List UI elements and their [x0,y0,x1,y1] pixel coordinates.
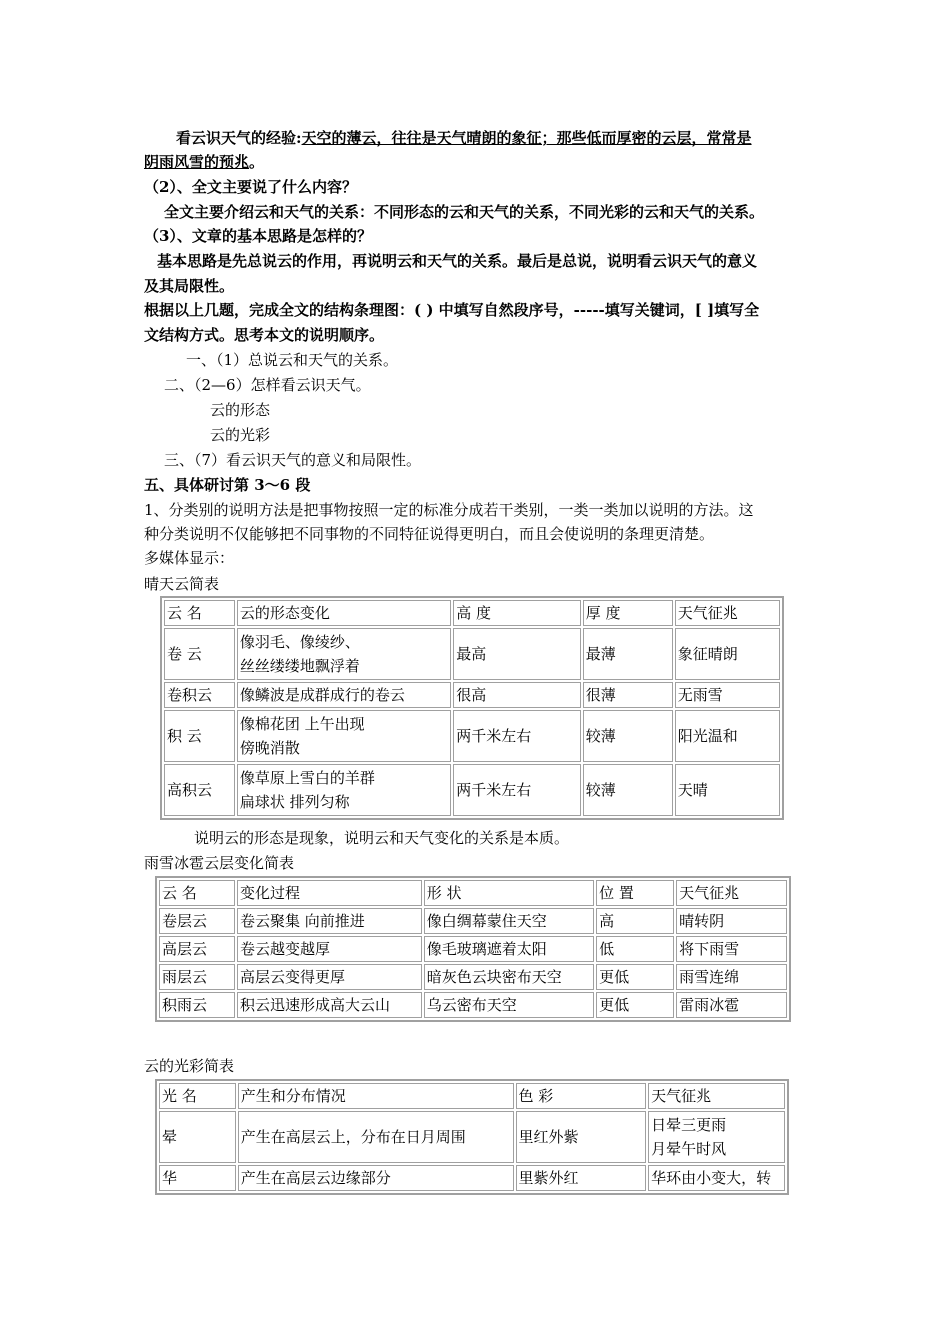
table-cell [237,628,451,680]
cell-line: 月晕午时风 [651,1140,727,1158]
table-cell: 积雨云 [159,992,235,1018]
header-cell: 光 名 [159,1083,236,1109]
header-cell: 厚 度 [583,600,673,626]
intro-underlined-2: 阴雨风雪的预兆 [144,153,250,171]
intro-underlined: 天空的薄云，往往是天气晴朗的象征；那些低而厚密的云层，常常是 [301,129,752,147]
table-cell: 阳光温和 [675,710,780,762]
question-2: （2）、全文主要说了什么内容？ [144,178,357,196]
intro-paragraph [176,126,752,150]
method-line-2: 种分类说明不仅能够把不同事物的不同特征说得更明白，而且会使说明的条理更清楚。 [144,525,715,543]
table-cell: 像白绸幕蒙住天空 [424,908,594,934]
table-cell: 较薄 [583,764,673,816]
table-header-row [159,1083,785,1109]
table-cell: 雨层云 [159,964,235,990]
table-cell: 华环由小变大，转 [648,1165,785,1191]
table-cell: 更低 [596,964,674,990]
table-cell: 积云迅速形成高大云山 [237,992,422,1018]
table-cell: 两千米左右 [453,764,580,816]
table-cell: 雷雨冰雹 [676,992,787,1018]
header-cell: 云 名 [159,880,235,906]
outline-item-1: 一、（1）总说云和天气的关系。 [186,351,399,369]
cell-line: 像草原上雪白的羊群 [239,769,375,787]
table-cell: 天晴 [675,764,780,816]
table-cell: 华 [159,1165,236,1191]
table-row [164,682,780,708]
answer-2: 全文主要介绍云和天气的关系：不同形态的云和天气的关系，不同光彩的云和天气的关系。 [164,203,765,221]
table-row [159,1111,785,1163]
table-cell: 低 [596,936,674,962]
table-cell: 暗灰色云块密布天空 [424,964,594,990]
table-cell: 高层云变得更厚 [237,964,422,990]
outline-item-3: 三、（7）看云识天气的意义和局限性。 [164,451,422,469]
cloud-luster-table [155,1079,789,1195]
table-row [159,936,787,962]
intro-paragraph-cont [144,150,264,174]
table-cell: 卷云越变越厚 [237,936,422,962]
intro-lead: 看云识天气的经验: [176,129,302,147]
table-cell: 最薄 [583,628,673,680]
table-cell: 象征晴朗 [675,628,780,680]
table-cell: 里红外紫 [516,1111,647,1163]
header-cell: 天气征兆 [648,1083,785,1109]
table-cell: 卷 云 [164,628,235,680]
table1-title: 晴天云简表 [144,575,220,593]
header-cell: 天气征兆 [675,600,780,626]
table-cell: 卷云聚集 向前推进 [237,908,422,934]
table-cell: 高层云 [159,936,235,962]
table-cell: 积 云 [164,710,235,762]
table-header-row [159,880,787,906]
outline-sub-a: 云的形态 [210,401,271,419]
section-5-heading: 五、具体研讨第 3～6 段 [144,476,311,494]
table3-title: 云的光彩简表 [144,1057,235,1075]
intro-tail: 。 [249,153,265,171]
cell-line: 扁球状 排列匀称 [239,793,350,811]
table-cell: 里紫外红 [516,1165,647,1191]
header-cell: 天气征兆 [676,880,787,906]
table-row [159,1165,785,1191]
table-row [159,992,787,1018]
header-cell: 产生和分布情况 [238,1083,514,1109]
table-cell [237,764,451,816]
table2-title: 雨雪冰雹云层变化简表 [144,854,295,872]
table-cell: 雨雪连绵 [676,964,787,990]
media-label: 多媒体显示： [144,549,235,567]
clear-cloud-table [160,596,784,820]
outline-item-2: 二、（2—6）怎样看云识天气。 [164,376,371,394]
header-cell: 位 置 [596,880,674,906]
method-line-1: 1、分类别的说明方法是把事物按照一定的标准分成若干类别，一类一类加以说明的方法。这 [144,501,754,519]
task-line-2: 文结构方式。思考本文的说明顺序。 [144,326,385,344]
cell-line: 丝丝缕缕地飘浮着 [239,657,360,675]
table-cell: 像鳞波是成群成行的卷云 [237,682,451,708]
table-cell: 将下雨雪 [676,936,787,962]
cell-line: 像羽毛、像绫纱、 [239,633,360,651]
table-cell: 高积云 [164,764,235,816]
table-row [164,628,780,680]
table-cell: 产生在高层云边缘部分 [238,1165,514,1191]
cell-line: 日晕三更雨 [651,1116,727,1134]
table-cell: 卷层云 [159,908,235,934]
table-cell: 卷积云 [164,682,235,708]
header-cell: 形 状 [424,880,594,906]
table-cell: 很薄 [583,682,673,708]
precipitation-cloud-table [155,876,791,1022]
table-cell: 晴转阴 [676,908,787,934]
table-cell [648,1111,785,1163]
note-after-table1: 说明云的形态是现象，说明云和天气变化的关系是本质。 [194,829,570,847]
table-header-row [164,600,780,626]
cell-line: 傍晚消散 [239,739,300,757]
table-cell: 较薄 [583,710,673,762]
header-cell: 变化过程 [237,880,422,906]
question-3: （3）、文章的基本思路是怎样的？ [144,227,372,245]
table-cell: 两千米左右 [453,710,580,762]
table-row [164,764,780,816]
task-line-1: 根据以上几题，完成全文的结构条理图：( ) 中填写自然段序号，-----填写关键词，[ ]填写全 [144,301,760,319]
table-cell [237,710,451,762]
cell-line: 像棉花团 上午出现 [239,715,365,733]
table-cell: 最高 [453,628,580,680]
table-cell: 晕 [159,1111,236,1163]
outline-sub-b: 云的光彩 [210,426,271,444]
table-cell: 乌云密布天空 [424,992,594,1018]
table-cell: 无雨雪 [675,682,780,708]
table-cell: 很高 [453,682,580,708]
table-row [159,964,787,990]
table-cell: 像毛玻璃遮着太阳 [424,936,594,962]
header-cell: 云的形态变化 [237,600,451,626]
table-cell: 更低 [596,992,674,1018]
table-row [159,908,787,934]
header-cell: 高 度 [453,600,580,626]
header-cell: 色 彩 [516,1083,647,1109]
header-cell: 云 名 [164,600,235,626]
table-row [164,710,780,762]
answer-3-line-1: 基本思路是先总说云的作用，再说明云和天气的关系。最后是总说，说明看云识天气的意义 [157,252,758,270]
answer-3-line-2: 及其局限性。 [144,277,235,295]
table-cell: 产生在高层云上，分布在日月周围 [238,1111,514,1163]
table-cell: 高 [596,908,674,934]
